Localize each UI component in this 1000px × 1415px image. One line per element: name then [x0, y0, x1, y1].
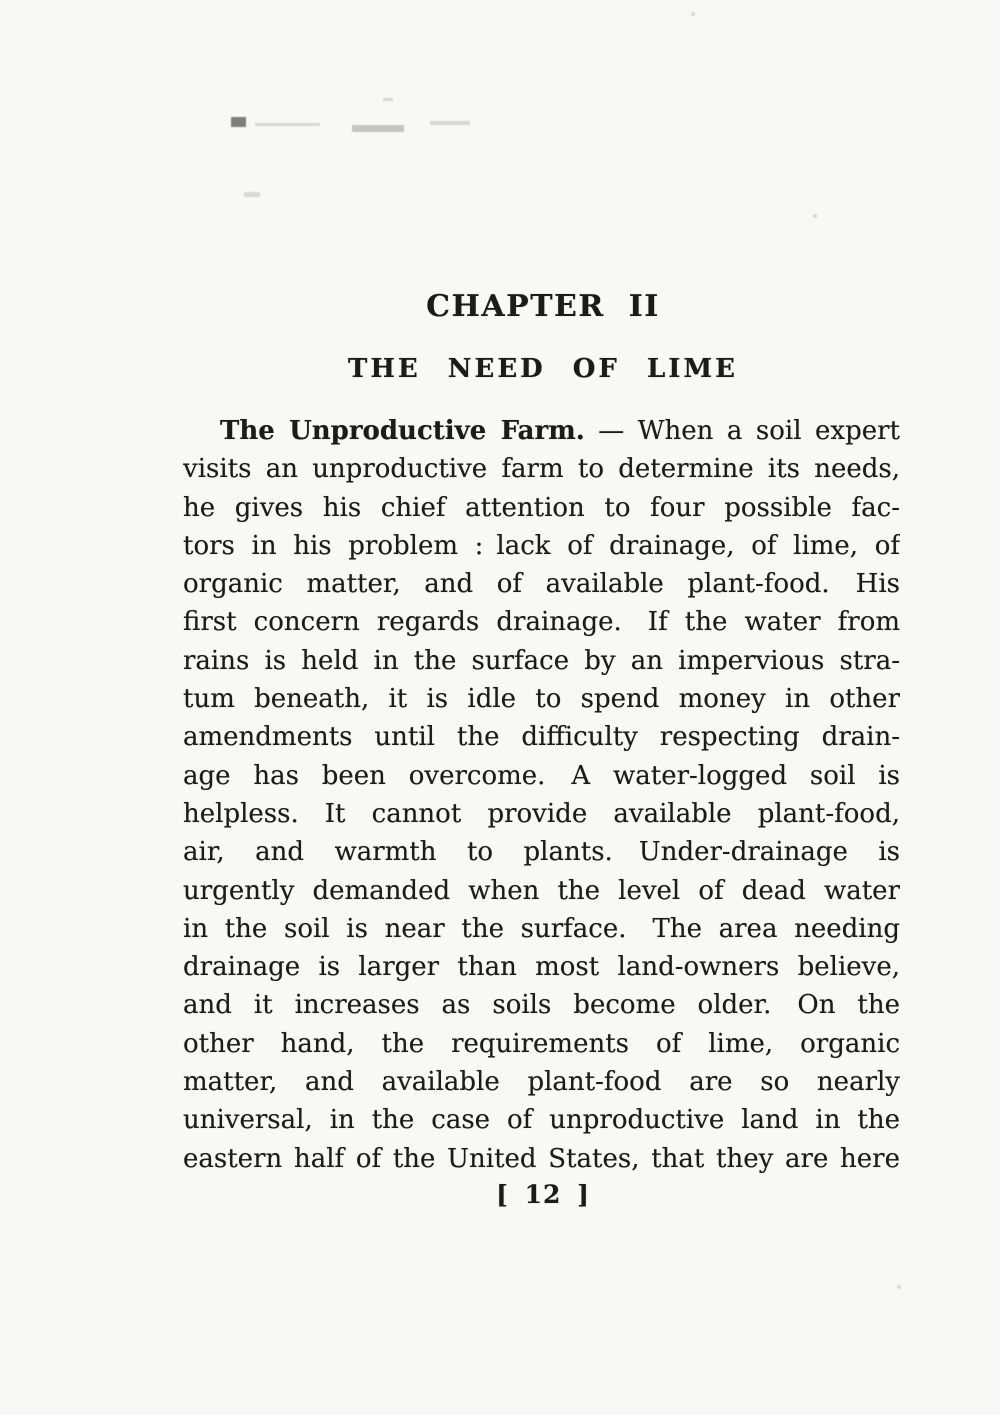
page-number: [ 12 ] — [496, 1180, 590, 1209]
paragraph-line: organic matter, and of available plant-food. His — [183, 569, 900, 600]
paragraph-first-line — [183, 412, 900, 450]
paragraph-unproductive-farm — [183, 412, 900, 1178]
paragraph-line: rains is held in the surface by an impervious stra- — [183, 645, 900, 676]
pencil-mark — [430, 121, 470, 125]
paragraph-line: eastern half of the United States, that they are here — [183, 1143, 900, 1174]
paragraph-line: tors in his problem : lack of drainage, of lime, of — [183, 530, 900, 561]
paragraph-line: matter, and available plant-food are so nearly — [183, 1067, 900, 1098]
paragraph-line: he gives his chief attention to four possible fac- — [183, 492, 900, 523]
paragraph-line: drainage is larger than most land-owners believe, — [183, 952, 900, 983]
pencil-mark — [255, 123, 320, 126]
scan-speck — [691, 12, 695, 16]
paragraph-line: universal, in the case of unproductive land in the — [183, 1105, 900, 1136]
scan-speck — [813, 214, 817, 218]
pencil-mark — [231, 117, 246, 127]
paragraph-line: first concern regards drainage. If the water from — [183, 607, 900, 638]
paragraph-line: other hand, the requirements of lime, organic — [183, 1028, 900, 1059]
paragraph-line: age has been overcome. A water-logged soil is — [183, 760, 900, 791]
scan-speck — [897, 1285, 901, 1289]
pencil-mark — [383, 98, 393, 101]
chapter-heading: CHAPTER II — [426, 289, 660, 324]
pencil-mark — [352, 125, 404, 132]
section-heading: THE NEED OF LIME — [348, 354, 738, 384]
paragraph-line: helpless. It cannot provide available plant-food, — [183, 798, 900, 829]
paragraph-line: amendments until the difficulty respecting drain- — [183, 722, 900, 753]
paragraph-line: urgently demanded when the level of dead water — [183, 875, 900, 906]
paragraph-line: and it increases as soils become older. On the — [183, 990, 900, 1021]
pencil-mark — [244, 192, 260, 197]
paragraph-line: tum beneath, it is idle to spend money in other — [183, 684, 900, 715]
paragraph-line: — When a soil expert — [584, 416, 900, 446]
paragraph-line: visits an unproductive farm to determine its needs, — [183, 454, 900, 485]
paragraph-line: air, and warmth to plants. Under-drainage is — [183, 837, 900, 868]
paragraph-line: in the soil is near the surface. The area needing — [183, 913, 900, 944]
paragraph-lead-in: The Unproductive Farm. — [220, 416, 585, 446]
